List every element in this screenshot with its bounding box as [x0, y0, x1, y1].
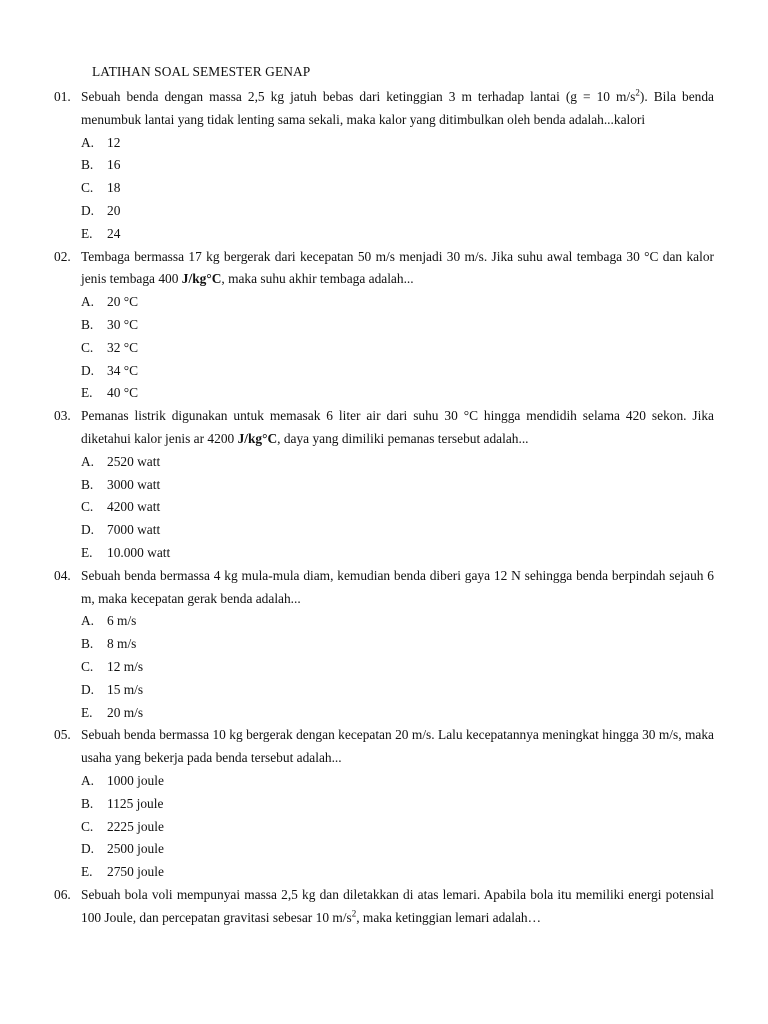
option-text: 1000 joule: [107, 772, 164, 788]
question-number: 02.: [54, 248, 71, 264]
option-text: 18: [107, 180, 121, 196]
option-letter: C.: [81, 499, 94, 515]
answer-option: [81, 382, 714, 405]
option-letter: E.: [81, 864, 93, 880]
option-letter: A.: [81, 772, 95, 788]
question-text-part: Sebuah benda dengan massa 2,5 kg jatuh bebas dari ketinggian 3 m terhadap lantai (g = 10 m/s: [81, 89, 636, 104]
question-text: [81, 884, 714, 930]
answer-option: [81, 337, 714, 360]
question-text-part: Sebuah bola voli mempunyai massa 2,5 kg dan diletakkan di atas lemari. Apabila bola itu memiliki energi potensial 100 Joule, dan percepatan gravitasi sebesar 10 m/s: [81, 886, 714, 925]
answer-option: [81, 496, 714, 519]
option-letter: E.: [81, 225, 93, 241]
question-3: [54, 405, 714, 565]
option-text: 8 m/s: [107, 636, 137, 652]
answer-option: [81, 610, 714, 633]
option-letter: D.: [81, 362, 95, 378]
option-text: 4200 watt: [107, 499, 161, 515]
option-letter: B.: [81, 795, 94, 811]
option-letter: E.: [81, 544, 93, 560]
option-letter: E.: [81, 704, 93, 720]
option-text: 20: [107, 202, 121, 218]
option-text: 7000 watt: [107, 522, 161, 538]
question-6: [54, 884, 714, 930]
answer-option: [81, 291, 714, 314]
answer-option: [81, 200, 714, 223]
question-list: [54, 86, 714, 929]
question-text-part: Tembaga bermassa 17 kg bergerak dari kecepatan 50 m/s menjadi 30 m/s. Jika suhu awal tembaga 30 °C dan kalor jenis tembaga 400: [81, 248, 714, 287]
answer-option: [81, 838, 714, 861]
unit-bold: J/kg°C: [237, 430, 278, 446]
option-text: 1125 joule: [107, 795, 164, 811]
page-title: LATIHAN SOAL SEMESTER GENAP: [92, 64, 311, 79]
option-letter: D.: [81, 522, 95, 538]
option-letter: B.: [81, 636, 94, 652]
answer-option: [81, 360, 714, 383]
option-text: 10.000 watt: [107, 544, 171, 560]
question-number: 06.: [54, 886, 71, 902]
answer-options: [54, 610, 714, 724]
option-text: 30 °C: [107, 316, 139, 332]
option-text: 32 °C: [107, 339, 139, 355]
option-text: 12: [107, 134, 121, 150]
option-text: 16: [107, 157, 121, 173]
answer-options: [54, 451, 714, 565]
question-text-part: Pemanas listrik digunakan untuk memasak 6 liter air dari suhu 30 °C hingga mendidih selama 420 sekon. Jika diketahui kalor jenis ar 4200: [81, 408, 714, 446]
option-letter: B.: [81, 476, 94, 492]
answer-option: [81, 474, 714, 497]
option-letter: A.: [81, 453, 95, 469]
question-number: 05.: [54, 727, 71, 743]
answer-option: [81, 542, 714, 565]
question-4: [54, 565, 714, 725]
option-letter: D.: [81, 681, 95, 697]
answer-option: [81, 519, 714, 542]
option-text: 3000 watt: [107, 476, 161, 492]
question-number: 04.: [54, 567, 71, 583]
question-text-part: ). Bila benda menumbuk lantai yang tidak lenting sama sekali, maka kalor yang ditimbulkan oleh benda adalah...kalori: [81, 89, 715, 127]
answer-option: [81, 656, 714, 679]
option-text: 15 m/s: [107, 681, 144, 697]
answer-options: [54, 770, 714, 884]
answer-option: [81, 177, 714, 200]
question-text-part: Sebuah benda bermassa 10 kg bergerak dengan kecepatan 20 m/s. Lalu kecepatannya meningkat hingga 30 m/s, maka usaha yang bekerja pada benda tersebut adalah...: [81, 727, 714, 766]
answer-option: [81, 861, 714, 884]
question-number: 03.: [54, 408, 71, 424]
superscript: 2: [351, 908, 357, 919]
unit-bold: J/kg°C: [181, 271, 222, 287]
question-text: [81, 246, 714, 292]
answer-option: [81, 223, 714, 246]
answer-option: [81, 816, 714, 839]
option-letter: B.: [81, 316, 94, 332]
option-letter: D.: [81, 841, 95, 857]
option-letter: C.: [81, 658, 94, 674]
option-letter: A.: [81, 613, 95, 629]
option-text: 12 m/s: [107, 658, 144, 674]
answer-option: [81, 702, 714, 725]
option-letter: E.: [81, 385, 93, 401]
answer-option: [81, 679, 714, 702]
option-letter: C.: [81, 180, 94, 196]
option-text: 24: [107, 225, 121, 241]
option-letter: C.: [81, 818, 94, 834]
question-1: [54, 86, 714, 246]
option-text: 40 °C: [107, 385, 139, 401]
question-text: [81, 724, 714, 770]
question-text-part: Sebuah benda bermassa 4 kg mula-mula diam, kemudian benda diberi gaya 12 N sehingga benda berpindah sejauh 6 m, maka kecepatan gerak benda adalah...: [81, 567, 714, 606]
question-text: [81, 565, 714, 611]
question-text: [81, 405, 714, 451]
option-text: 2500 joule: [107, 841, 164, 857]
option-text: 20 m/s: [107, 704, 144, 720]
option-text: 2750 joule: [107, 864, 164, 880]
answer-options: [54, 132, 714, 246]
answer-option: [81, 132, 714, 155]
option-text: 2225 joule: [107, 818, 164, 834]
question-text-part: , maka suhu akhir tembaga adalah...: [221, 271, 414, 287]
question-text-part: , maka ketinggian lemari adalah…: [356, 909, 541, 925]
answer-option: [81, 314, 714, 337]
answer-options: [54, 291, 714, 405]
option-letter: C.: [81, 339, 94, 355]
question-5: [54, 724, 714, 884]
answer-option: [81, 154, 714, 177]
answer-option: [81, 793, 714, 816]
option-letter: D.: [81, 202, 95, 218]
question-text-part: , daya yang dimiliki pemanas tersebut adalah...: [277, 430, 529, 446]
answer-option: [81, 633, 714, 656]
option-text: 20 °C: [107, 294, 139, 310]
superscript: 2: [635, 87, 640, 98]
answer-option: [81, 451, 714, 474]
answer-option: [81, 770, 714, 793]
option-letter: B.: [81, 157, 94, 173]
option-letter: A.: [81, 134, 95, 150]
option-text: 34 °C: [107, 362, 139, 378]
question-number: 01.: [54, 89, 71, 104]
option-letter: A.: [81, 294, 95, 310]
question-2: [54, 246, 714, 406]
option-text: 6 m/s: [107, 613, 137, 629]
option-text: 2520 watt: [107, 453, 161, 469]
question-text: [81, 86, 714, 132]
